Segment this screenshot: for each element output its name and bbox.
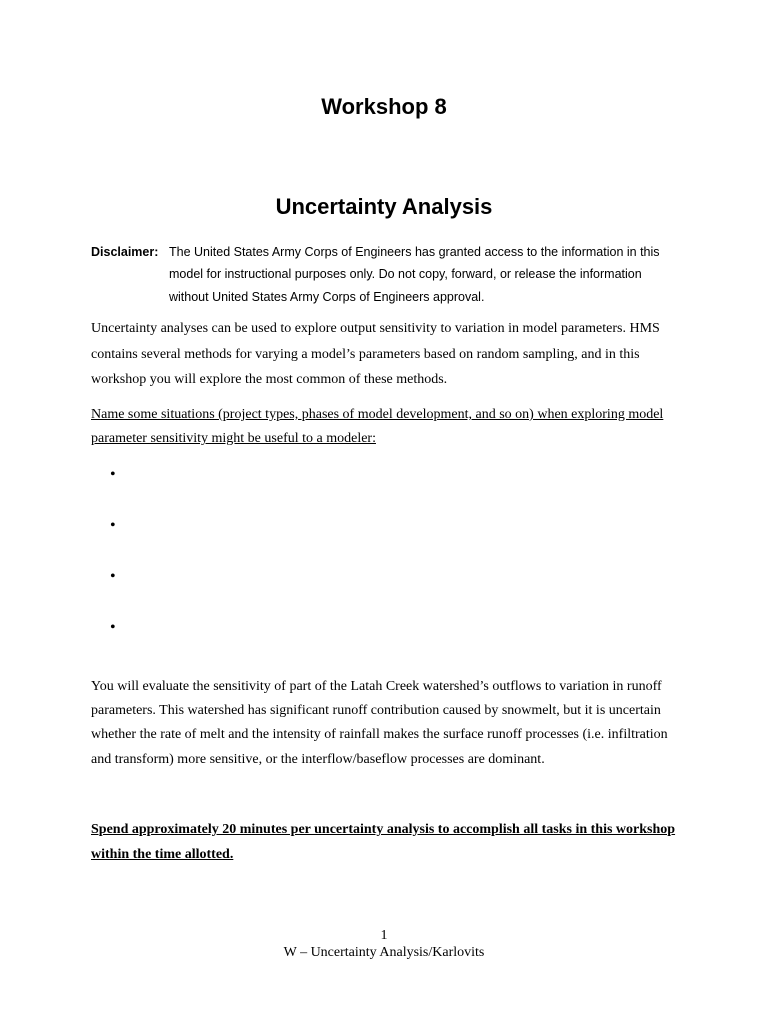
disclaimer-label: Disclaimer:	[91, 245, 159, 259]
evaluation-line-4: and transform) more sensitive, or the interflow/baseflow processes are dominant.	[91, 752, 545, 767]
page-number: 1	[380, 928, 388, 943]
question-line-1: Name some situations (project types, phases of model development, and so on) when exploring model	[91, 407, 664, 422]
time-note-line-1: Spend approximately 20 minutes per uncertainty analysis to accomplish all tasks in this workshop	[91, 822, 676, 837]
disclaimer-line-1: The United States Army Corps of Engineers has granted access to the information in this	[169, 245, 660, 259]
question-line-2: parameter sensitivity might be useful to a modeler:	[91, 431, 376, 446]
intro-line-1: Uncertainty analyses can be used to explore output sensitivity to variation in model parameters. HMS	[91, 321, 660, 336]
bullet-point: •	[110, 619, 116, 636]
intro-line-2: contains several methods for varying a model’s parameters based on random sampling, and in this	[91, 347, 640, 362]
workshop-heading: Workshop 8	[321, 94, 447, 119]
evaluation-line-3: whether the rate of melt and the intensity of rainfall makes the surface runoff processes (i.e. infiltration	[91, 727, 668, 742]
time-note-line-2: within the time allotted.	[91, 847, 234, 862]
evaluation-line-1: You will evaluate the sensitivity of part of the Latah Creek watershed’s outflows to variation in runoff	[91, 679, 662, 694]
disclaimer-line-3: without United States Army Corps of Engineers approval.	[169, 290, 485, 304]
evaluation-line-2: parameters. This watershed has significant runoff contribution caused by snowmelt, but it is uncertain	[91, 703, 661, 718]
bullet-point: •	[110, 466, 116, 483]
bullet-point: •	[110, 568, 116, 585]
intro-line-3: workshop you will explore the most common of these methods.	[91, 372, 448, 387]
footer-text: W – Uncertainty Analysis/Karlovits	[283, 945, 485, 960]
bullet-point: •	[110, 517, 116, 534]
disclaimer-line-2: model for instructional purposes only. Do not copy, forward, or release the information	[169, 267, 642, 281]
page-title: Uncertainty Analysis	[275, 194, 493, 219]
